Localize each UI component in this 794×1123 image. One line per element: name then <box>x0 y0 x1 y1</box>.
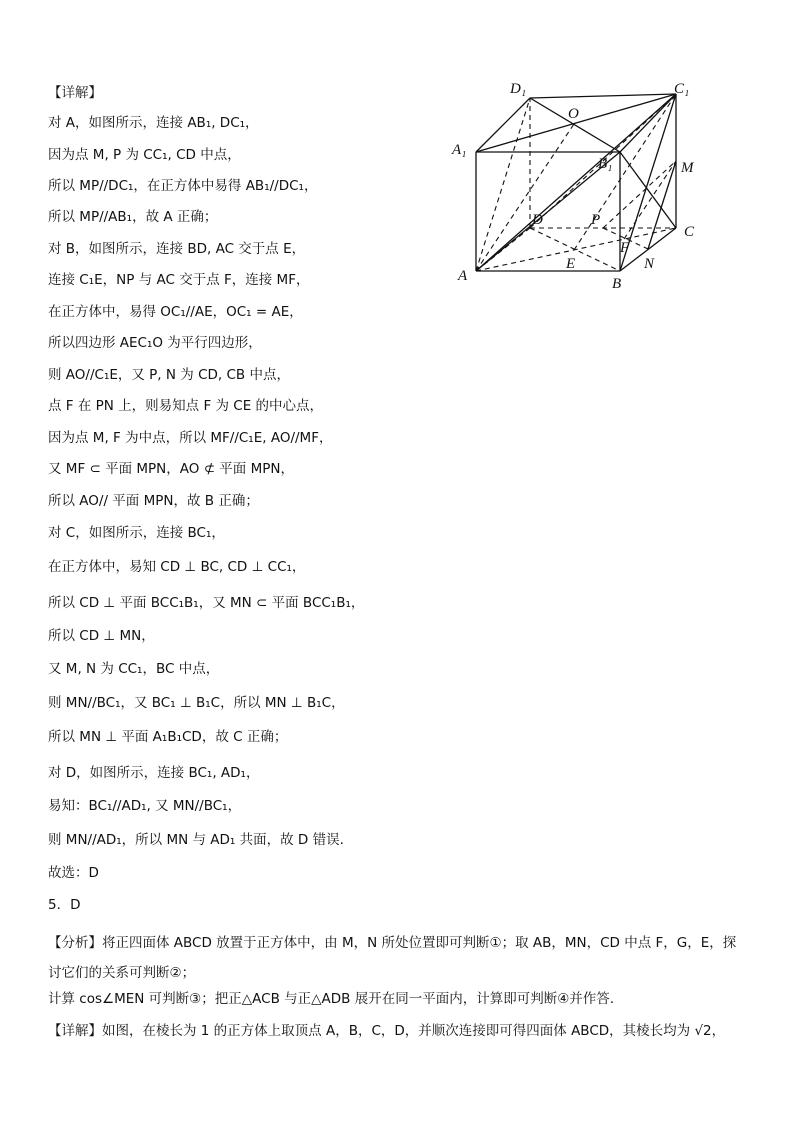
cube-figure <box>448 76 712 296</box>
cube-diagram <box>448 76 712 296</box>
analysis-line: 计算 cos∠MEN 可判断③；把正△ACB 与正△ADB 展开在同一平面内，计算即可判断④并作答. <box>48 991 615 1007</box>
label-O: O <box>568 106 579 122</box>
text-line: 在正方体中，易得 OC₁//AE，OC₁ = AE， <box>48 304 303 320</box>
text-line: 所以 MP//AB₁，故 A 正确； <box>48 209 218 225</box>
label-A: A <box>458 268 468 284</box>
section-heading: 【详解】 <box>48 85 102 101</box>
diagonal-A1C1 <box>476 94 676 152</box>
diagonal-AD1 <box>476 98 530 271</box>
question-number: 5．D <box>48 897 81 913</box>
text-line: 易知：BC₁//AD₁, 又 MN//BC₁， <box>48 798 242 814</box>
text-line: 又 M, N 为 CC₁，BC 中点， <box>48 661 220 677</box>
label-D: D <box>532 212 543 228</box>
text-line: 则 MN//BC₁，又 BC₁ ⊥ B₁C，所以 MN ⊥ B₁C， <box>48 695 345 711</box>
text-line: 对 B，如图所示，连接 BD, AC 交于点 E， <box>48 241 306 257</box>
text-line: 对 D，如图所示，连接 BC₁, AD₁， <box>48 765 260 781</box>
text-line: 又 MF ⊂ 平面 MPN，AO ⊄ 平面 MPN， <box>48 461 294 477</box>
text-line: 连接 C₁E，NP 与 AC 交于点 F，连接 MF， <box>48 272 310 288</box>
text-line: 点 F 在 PN 上，则易知点 F 为 CE 的中心点， <box>48 398 324 414</box>
text-line: 对 C，如图所示，连接 BC₁， <box>48 525 225 541</box>
label-C1: C₁ <box>674 81 690 97</box>
label-D1: D₁ <box>510 81 527 97</box>
text-line: 所以 CD ⊥ 平面 BCC₁B₁，又 MN ⊂ 平面 BCC₁B₁， <box>48 595 365 611</box>
segment-EC1 <box>574 94 676 250</box>
label-B1: B₁ <box>598 156 613 172</box>
text-line: 则 AO//C₁E，又 P, N 为 CD, CB 中点， <box>48 367 290 383</box>
edge-D1C1 <box>530 94 676 98</box>
detail-line: 【详解】如图，在棱长为 1 的正方体上取顶点 A，B，C，D，并顺次连接即可得四面体 ABCD，其棱长均为 √2， <box>48 1023 726 1039</box>
text-line: 所以 MN ⊥ 平面 A₁B₁CD，故 C 正确； <box>48 729 288 745</box>
label-A1: A₁ <box>452 142 467 158</box>
text-line: 在正方体中，易知 CD ⊥ BC, CD ⊥ CC₁， <box>48 559 306 575</box>
text-line: 所以 MP//DC₁，在正方体中易得 AB₁//DC₁， <box>48 178 318 194</box>
label-C: C <box>684 224 695 240</box>
diagonal-B1C <box>620 152 676 228</box>
label-M: M <box>681 160 694 176</box>
text-line: 所以 AO// 平面 MPN，故 B 正确； <box>48 493 259 509</box>
text-line: 因为点 M, P 为 CC₁, CD 中点， <box>48 147 241 163</box>
text-line: 则 MN//AD₁，所以 MN 与 AD₁ 共面，故 D 错误. <box>48 832 344 848</box>
text-line: 因为点 M, F 为中点，所以 MF//C₁E, AO//MF， <box>48 430 333 446</box>
label-B: B <box>612 276 622 292</box>
text-line: 对 A，如图所示，连接 AB₁, DC₁， <box>48 115 259 131</box>
label-P: P <box>591 212 601 228</box>
segment-NM <box>648 161 676 249</box>
label-N: N <box>644 256 655 272</box>
text-line: 所以四边形 AEC₁O 为平行四边形， <box>48 335 262 351</box>
answer-line: 故选：D <box>48 865 99 881</box>
segment-FM <box>624 161 676 239</box>
label-F: F <box>620 240 630 256</box>
text-line: 所以 CD ⊥ MN， <box>48 628 155 644</box>
analysis-paragraph: 【分析】将正四面体 ABCD 放置于正方体中，由 M，N 所处位置即可判断①；取 AB，MN，CD 中点 F，G，E，探讨它们的关系可判断②； <box>48 935 737 981</box>
label-E: E <box>566 256 576 272</box>
